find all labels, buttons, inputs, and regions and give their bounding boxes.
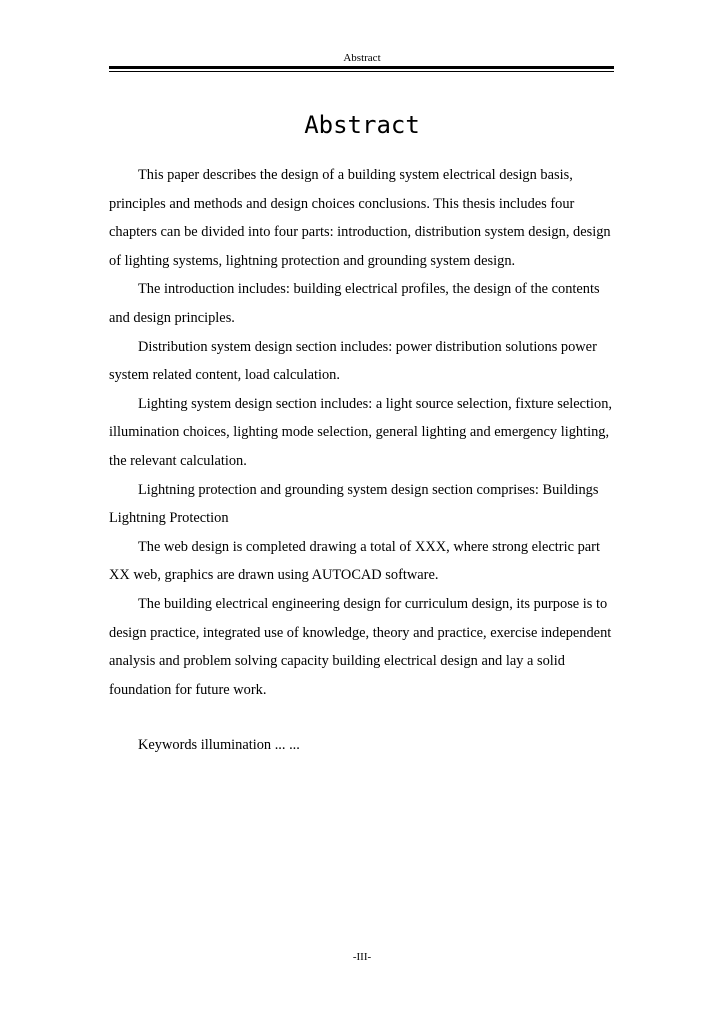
paragraph-lighting: Lighting system design section includes: a light source selection, fixture selection, illumination choices, lighting mode selection, general lighting and emergency lighting, the relevant calculation. [109, 395, 612, 469]
abstract-body [109, 161, 614, 704]
paragraph-overview: This paper describes the design of a building system electrical design basis, principles and methods and design choices conclusions. This thesis includes four chapters can be divided into four parts: introduction, distribution system design, design of lighting systems, lightning protection and grounding system design. [109, 167, 611, 269]
paragraph-distribution: Distribution system design section includes: power distribution solutions power system related content, load calculation. [109, 338, 597, 384]
header-rule-thick [109, 66, 614, 69]
paragraph-drawings: The web design is completed drawing a total of XXX, where strong electric part XX web, graphics are drawn using AUTOCAD software. [109, 538, 600, 584]
page-title: Abstract [304, 111, 420, 139]
header-rule-thin [109, 71, 614, 72]
keywords-line: Keywords illumination ... ... [138, 737, 300, 753]
paragraph-introduction: The introduction includes: building electrical profiles, the design of the contents and design principles. [109, 281, 600, 326]
paragraph-purpose: The building electrical engineering design for curriculum design, its purpose is to design practice, integrated use of knowledge, theory and practice, exercise independent analysis and problem solving capacity building electrical design and lay a solid foundation for future work. [109, 595, 612, 698]
running-header: Abstract [343, 52, 381, 64]
page-number: -III- [352, 951, 372, 963]
paragraph-lightning-protection: Lightning protection and grounding system design section comprises: Buildings Lightning Protection [109, 481, 599, 527]
